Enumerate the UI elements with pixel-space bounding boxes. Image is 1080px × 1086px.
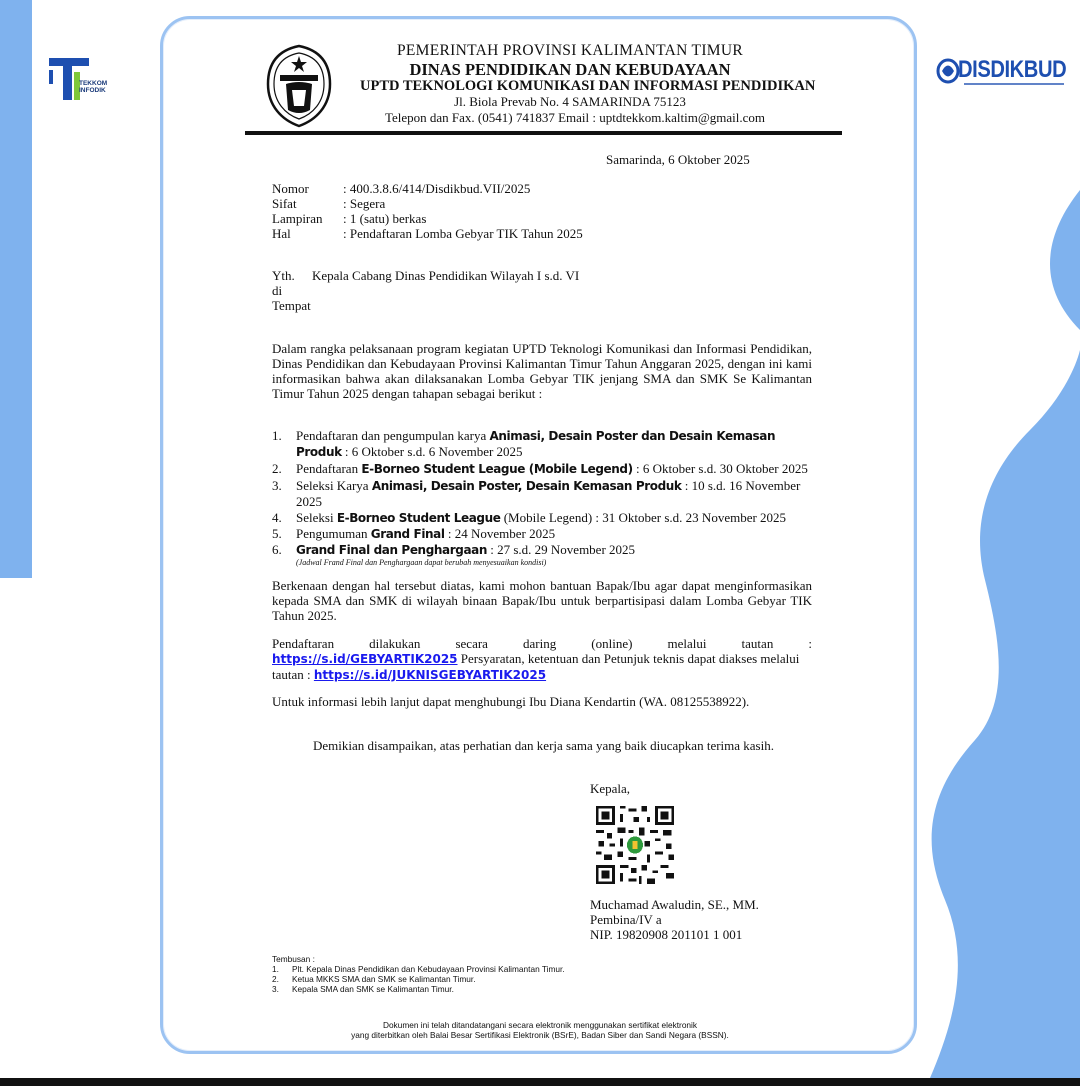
letterhead-address: Jl. Biola Prevab No. 4 SAMARINDA 75123	[454, 94, 686, 109]
meta-value: : Segera	[343, 196, 386, 211]
stages-list	[272, 428, 812, 567]
paragraph-contact: Untuk informasi lebih lanjut dapat menghubungi Ibu Diana Kendartin (WA. 08125538922).	[272, 694, 750, 709]
brand-left-line1: TEKKOM	[79, 80, 108, 87]
stage-number: 5.	[272, 526, 282, 541]
signature-title: Kepala,	[590, 781, 631, 796]
letter-meta	[272, 181, 792, 241]
cc-text: Plt. Kepala Dinas Pendidikan dan Kebudayaan Provinsi Kalimantan Timur.	[292, 964, 565, 974]
letterhead-contact: Telepon dan Fax. (0541) 741837 Email : uptdtekkom.kaltim@gmail.com	[384, 110, 766, 125]
cc-number: 2.	[272, 974, 279, 984]
letterhead-government: PEMERINTAH PROVINSI KALIMANTAN TIMUR	[396, 42, 744, 59]
meta-label: Sifat	[272, 196, 297, 211]
stage-bold: Animasi, Desain Poster, Desain Kemasan Produk	[371, 479, 682, 493]
guidelines-link[interactable]: https://s.id/JUKNISGEBYARTIK2025	[313, 668, 547, 682]
stage-number: 2.	[272, 461, 282, 476]
registration-link[interactable]: https://s.id/GEBYARTIK2025	[272, 652, 458, 666]
cc-item	[272, 984, 672, 994]
stage-post: : 10 s.d. 16 November 2025	[296, 478, 801, 509]
meta-value: : 1 (satu) berkas	[343, 211, 427, 226]
registration-middle: Persyaratan, ketentuan dan Petunjuk teknis dapat diakses melalui tautan :	[272, 651, 800, 682]
cc-heading: Tembusan :	[272, 954, 315, 964]
recipient-place: Tempat	[272, 298, 311, 313]
stage-post: : 6 Oktober s.d. 6 November 2025	[341, 444, 523, 459]
meta-value: : Pendaftaran Lomba Gebyar TIK Tahun 2025	[343, 226, 583, 241]
registration-intro: Pendaftaran dilakukan secara daring (online) melalui tautan :	[272, 636, 812, 651]
stage-bold: Grand Final dan Penghargaan	[296, 543, 487, 557]
stage-item	[272, 542, 812, 558]
letterhead-unit: UPTD TEKNOLOGI KOMUNIKASI DAN INFORMASI PENDIDIKAN	[360, 78, 816, 94]
meta-label: Lampiran	[272, 211, 323, 226]
esign-footer-line1: Dokumen ini telah ditandatangani secara elektronik menggunakan sertifikat elektronik	[382, 1020, 698, 1030]
meta-value: : 400.3.8.6/414/Disdikbud.VII/2025	[343, 181, 531, 196]
stage-pre: Pendaftaran	[296, 461, 362, 476]
stage-item	[272, 461, 812, 477]
cc-item	[272, 964, 672, 974]
signature-qr-code	[596, 806, 674, 884]
esign-footer-line2: yang diterbitkan oleh Balai Besar Sertifikasi Elektronik (BSrE), Badan Siber dan Sandi Negara (BSSN).	[351, 1030, 729, 1040]
stage-pre: Seleksi Karya	[296, 478, 372, 493]
stage-post: : 6 Oktober s.d. 30 Oktober 2025	[632, 461, 808, 476]
stage-item	[272, 428, 812, 460]
disdikbud-tagline-rule	[964, 83, 1064, 85]
meta-row	[272, 226, 792, 241]
kaltim-emblem-icon	[264, 44, 334, 128]
cc-item	[272, 974, 672, 984]
stage-bold: E-Borneo Student League	[336, 511, 501, 525]
recipient-line	[272, 268, 812, 283]
recipient-salutation: Yth.	[272, 268, 295, 283]
brand-left-line2: INFODIK	[79, 87, 106, 94]
recipient-di: di	[272, 283, 283, 298]
stage-pre: Pengumuman	[296, 526, 371, 541]
stage-post: : 27 s.d. 29 November 2025	[486, 542, 636, 557]
esign-footer	[300, 1020, 780, 1040]
meta-label: Nomor	[272, 181, 309, 196]
registration-links	[272, 651, 812, 683]
signature-block	[590, 897, 759, 942]
stage-post: : 24 November 2025	[444, 526, 556, 541]
stage-bold: Grand Final	[370, 527, 445, 541]
stage-item	[272, 510, 812, 526]
paragraph-request: Berkenaan dengan hal tersebut diatas, kami mohon bantuan Bapak/Ibu agar dapat menginformasikan kepada SMA dan SMK di wilayah binaan Bapak/Ibu untuk berpartisipasi dalam Lomba Gebyar TIK Tahun 2025.	[272, 578, 812, 623]
paragraph-closing: Demikian disampaikan, atas perhatian dan kerja sama yang baik diucapkan terima kasih.	[313, 738, 774, 753]
tekkom-logo-icon	[47, 56, 93, 102]
stage-pre: Pendaftaran dan pengumpulan karya	[296, 428, 490, 443]
disdikbud-logo	[936, 56, 1068, 90]
tekkom-infodik-logo	[47, 56, 127, 102]
stage-bold: Animasi, Desain Poster dan Desain Kemasan Produk	[296, 429, 776, 459]
disdikbud-emblem-icon	[936, 58, 960, 84]
stage-pre: Seleksi	[296, 510, 337, 525]
paragraph-intro: Dalam rangka pelaksanaan program kegiatan UPTD Teknologi Komunikasi dan Informasi Pendidikan, Dinas Pendidikan dan Kebudayaan Provinsi Kalimantan Timur Tahun Anggaran 2025, dengan ini kami informasikan bahwa akan dilaksanakan Lomba Gebyar TIK jenjang SMA dan SMK Se Kalimantan Timur Tahun 2025 dengan tahapan sebagai berikut :	[272, 341, 812, 401]
cc-text: Ketua MKKS SMA dan SMK se Kalimantan Timur.	[292, 974, 476, 984]
stage-item	[272, 526, 812, 542]
cc-number: 3.	[272, 984, 279, 994]
cc-block	[272, 954, 672, 994]
meta-row	[272, 181, 792, 196]
paragraph-registration	[272, 636, 812, 683]
schedule-note: (Jadwal Frand Final dan Penghargaan dapat berubah menyesuaikan kondisi)	[296, 558, 547, 567]
signatory-rank: Pembina/IV a	[590, 912, 662, 927]
meta-row	[272, 196, 792, 211]
letterhead-rule	[245, 131, 842, 135]
recipient-block	[272, 268, 812, 313]
stage-post: (Mobile Legend) : 31 Oktober s.d. 23 November 2025	[500, 510, 787, 525]
letter-date: Samarinda, 6 Oktober 2025	[606, 152, 750, 167]
meta-label: Hal	[272, 226, 291, 241]
signatory-nip: NIP. 19820908 201101 1 001	[590, 927, 743, 942]
stage-number: 6.	[272, 542, 282, 557]
disdikbud-wordmark: DISDIKBUD	[958, 56, 1067, 83]
cc-number: 1.	[272, 964, 279, 974]
meta-row	[272, 211, 792, 226]
bottom-bar	[0, 1078, 1080, 1086]
stage-number: 3.	[272, 478, 282, 493]
letterhead-agency: DINAS PENDIDIKAN DAN KEBUDAYAAN	[409, 60, 731, 79]
recipient-name: Kepala Cabang Dinas Pendidikan Wilayah I s.d. VI	[312, 268, 580, 283]
stage-item	[272, 478, 812, 509]
stage-number: 1.	[272, 428, 282, 443]
stage-number: 4.	[272, 510, 282, 525]
cc-text: Kepala SMA dan SMK se Kalimantan Timur.	[292, 984, 454, 994]
signatory-name: Muchamad Awaludin, SE., MM.	[590, 897, 759, 912]
stage-bold: E-Borneo Student League (Mobile Legend)	[361, 462, 633, 476]
